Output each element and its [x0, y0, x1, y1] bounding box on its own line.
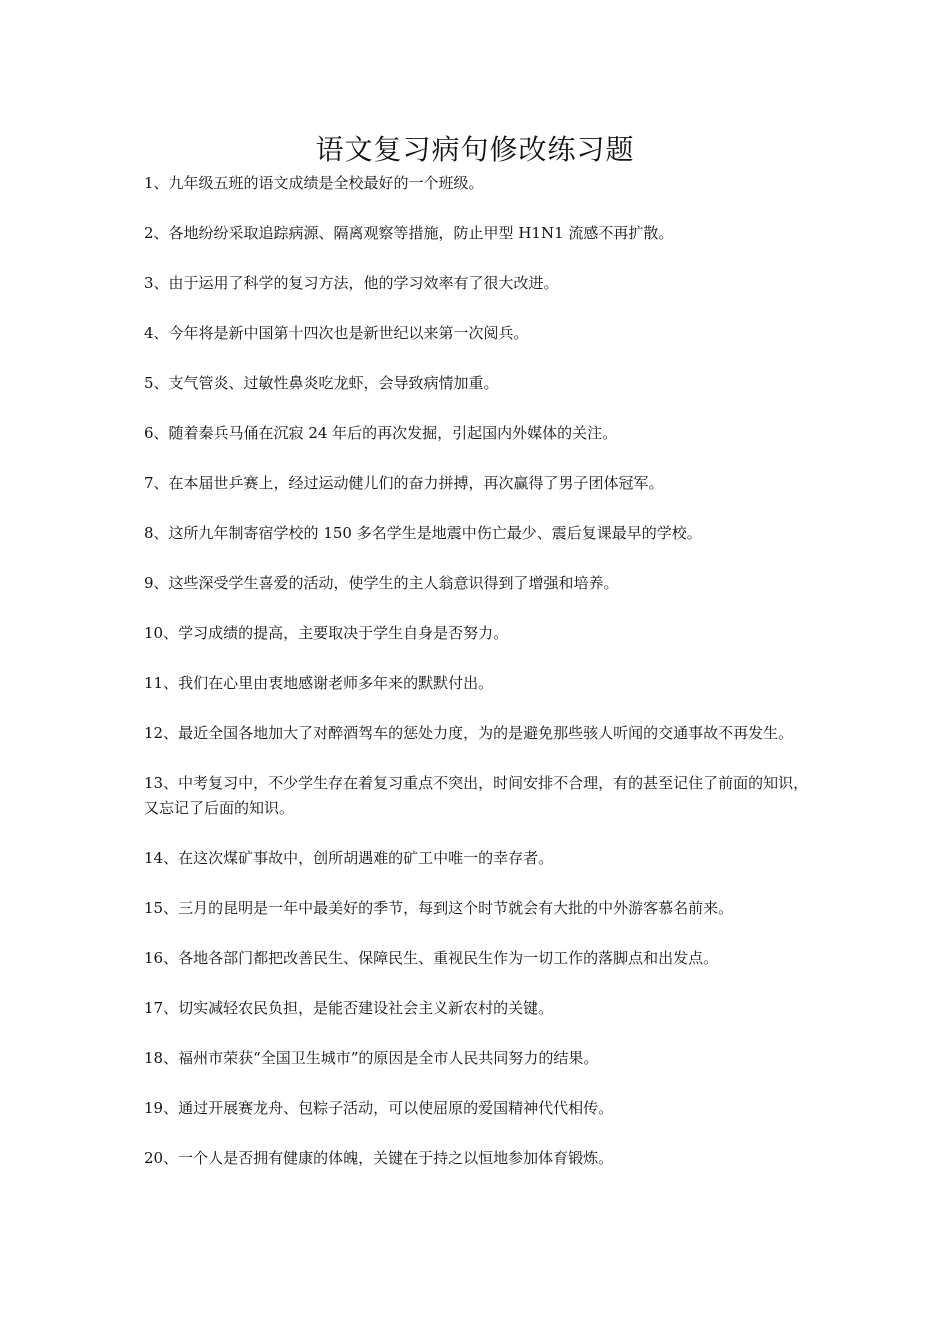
- exercise-list: [144, 171, 816, 1196]
- exercise-item: 5、支气管炎、过敏性鼻炎吃龙虾，会导致病情加重。: [144, 374, 499, 392]
- exercise-item: 2、各地纷纷采取追踪病源、隔离观察等措施，防止甲型 H1N1 流感不再扩散。: [144, 224, 674, 242]
- exercise-item: 4、今年将是新中国第十四次也是新世纪以来第一次阅兵。: [144, 324, 529, 342]
- exercise-item: 10、学习成绩的提高，主要取决于学生自身是否努力。: [144, 624, 509, 642]
- exercise-item: 3、由于运用了科学的复习方法，他的学习效率有了很大改进。: [144, 274, 559, 292]
- exercise-item: 17、切实减轻农民负担，是能否建设社会主义新农村的关键。: [144, 999, 554, 1017]
- exercise-item: 12、最近全国各地加大了对醉酒驾车的惩处力度，为的是避免那些骇人听闻的交通事故不再发生。: [144, 724, 794, 742]
- exercise-item: 6、随着秦兵马俑在沉寂 24 年后的再次发掘，引起国内外媒体的关注。: [144, 424, 618, 442]
- exercise-item: 11、我们在心里由衷地感谢老师多年来的默默付出。: [144, 674, 494, 692]
- exercise-item: 14、在这次煤矿事故中，创所胡遇难的矿工中唯一的幸存者。: [144, 849, 554, 867]
- exercise-item: 20、一个人是否拥有健康的体魄，关键在于持之以恒地参加体育锻炼。: [144, 1149, 614, 1167]
- exercise-item: 19、通过开展赛龙舟、包粽子活动，可以使屈原的爱国精神代代相传。: [144, 1099, 614, 1117]
- exercise-item: 18、福州市荣获“全国卫生城市”的原因是全市人民共同努力的结果。: [144, 1049, 599, 1067]
- document-title: 语文复习病句修改练习题: [315, 133, 635, 166]
- exercise-item: 9、这些深受学生喜爱的活动，使学生的主人翁意识得到了增强和培养。: [144, 574, 619, 592]
- exercise-item: 13、中考复习中，不少学生存在着复习重点不突出，时间安排不合理，有的甚至记住了前面的知识，又忘记了后面的知识。: [144, 774, 809, 817]
- exercise-item: 8、这所九年制寄宿学校的 150 多名学生是地震中伤亡最少、震后复课最早的学校。: [144, 524, 702, 542]
- exercise-item: 15、三月的昆明是一年中最美好的季节，每到这个时节就会有大批的中外游客慕名前来。: [144, 899, 734, 917]
- exercise-item: 1、九年级五班的语文成绩是全校最好的一个班级。: [144, 174, 484, 192]
- exercise-item: 16、各地各部门都把改善民生、保障民生、重视民生作为一切工作的落脚点和出发点。: [144, 949, 719, 967]
- exercise-item: 7、在本届世乒赛上，经过运动健儿们的奋力拼搏，再次赢得了男子团体冠军。: [144, 474, 664, 492]
